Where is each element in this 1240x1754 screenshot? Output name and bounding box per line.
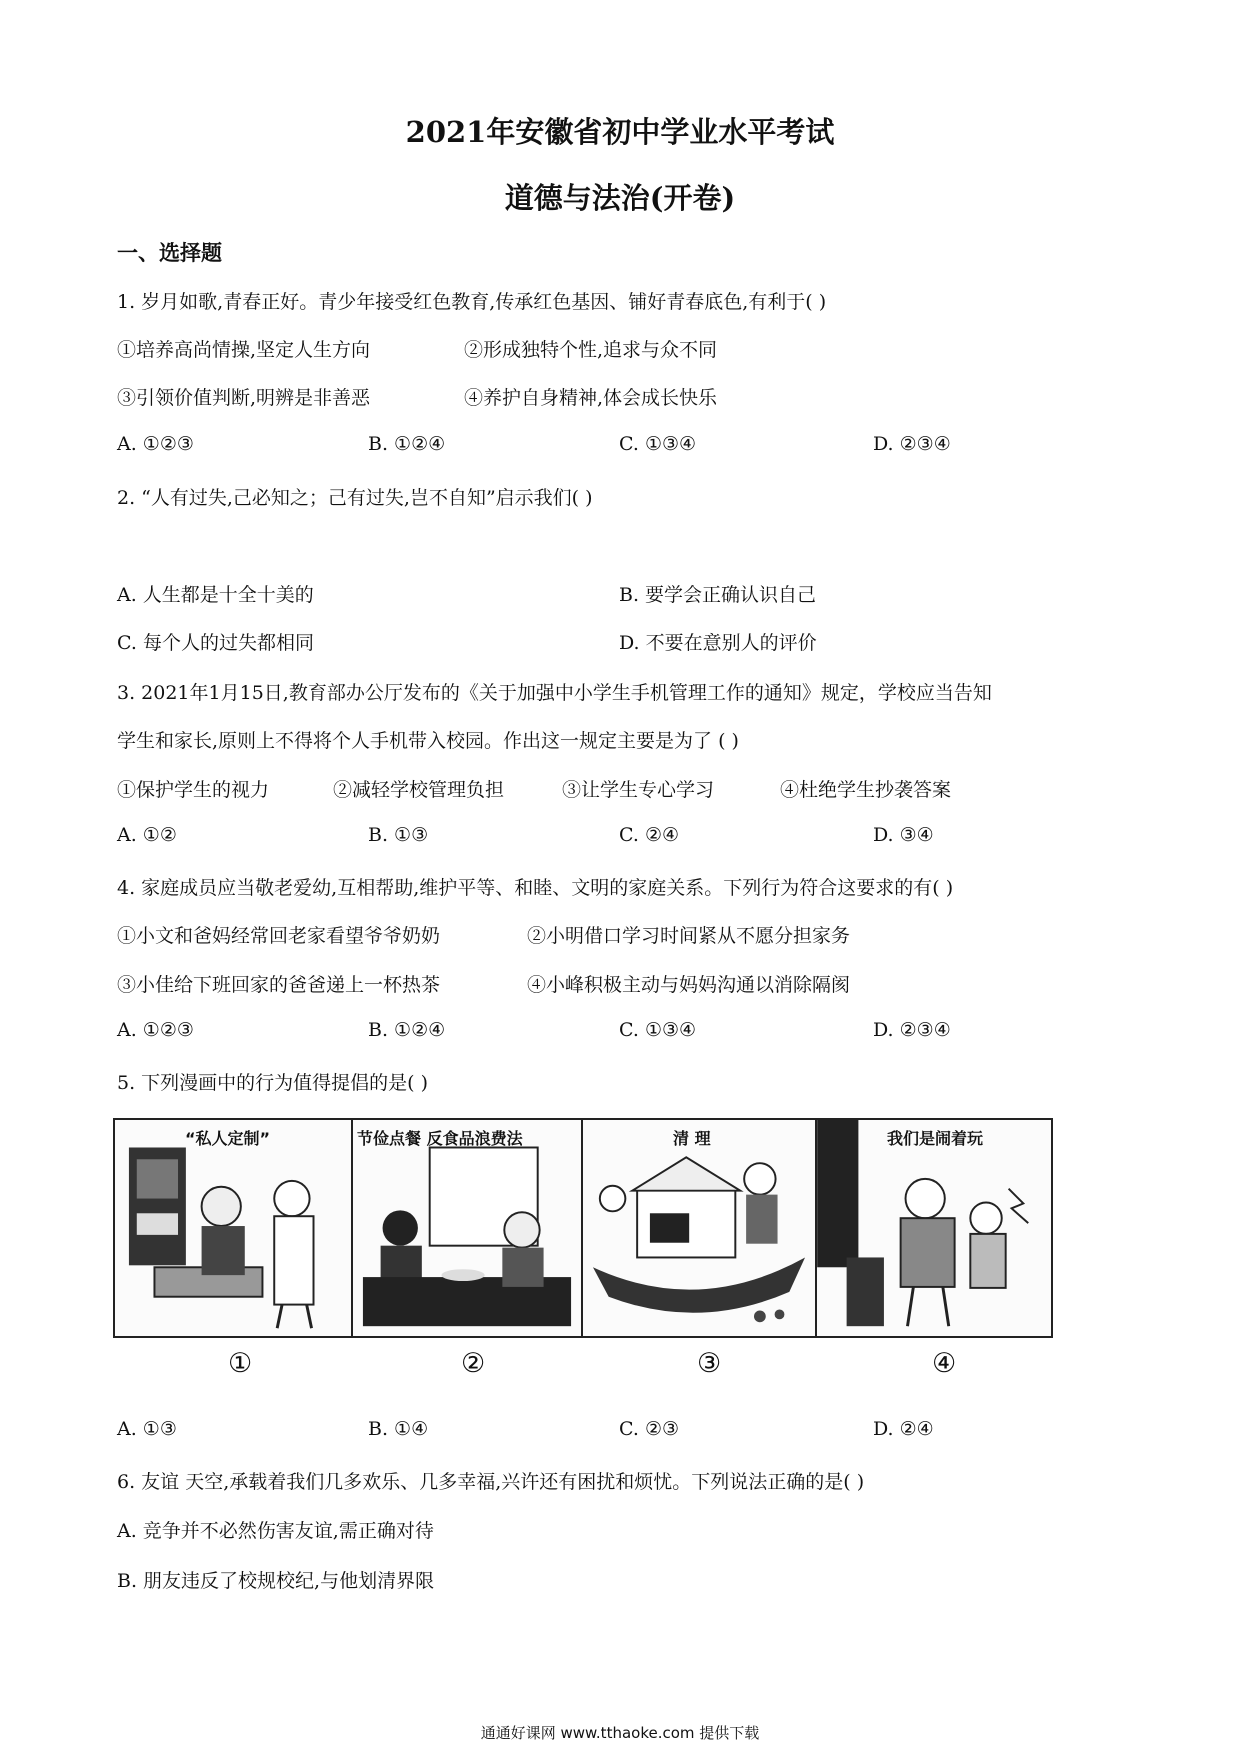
question-5-option-c: C. ②③ <box>619 1418 680 1440</box>
question-1-statement-3: ③引领价值判断,明辨是非善恶 <box>117 387 371 409</box>
question-6-option-a: A. 竞争并不必然伤害友谊,需正确对待 <box>117 1520 434 1542</box>
question-1-statement-4: ④养护自身精神,体会成长快乐 <box>464 387 718 409</box>
question-5-stem: 5. 下列漫画中的行为值得提倡的是( ) <box>117 1072 429 1094</box>
question-2-option-b: B. 要学会正确认识自己 <box>619 584 817 606</box>
cartoon-4-label: 我们是闹着玩 <box>887 1129 984 1148</box>
question-4-stem: 4. 家庭成员应当敬老爱幼,互相帮助,维护平等、和睦、文明的家庭关系。下列行为符合这要求的有( ) <box>117 877 954 899</box>
cartoon-4-number: ④ <box>932 1348 957 1379</box>
cartoon-panel-2 <box>351 1118 583 1338</box>
cartoon-3-number: ③ <box>697 1348 722 1379</box>
question-3-stem-line-1: 3. 2021年1月15日,教育部办公厅发布的《关于加强中小学生手机管理工作的通知》规定，学校应当告知 <box>117 682 992 704</box>
question-4-option-d: D. ②③④ <box>873 1019 951 1041</box>
question-2-option-a: A. 人生都是十全十美的 <box>117 584 314 606</box>
question-6-option-b: B. 朋友违反了校规校纪,与他划清界限 <box>117 1570 435 1592</box>
cartoon-panel-1 <box>113 1118 353 1338</box>
question-4-option-c: C. ①③④ <box>619 1019 697 1041</box>
question-2-stem: 2. “人有过失,己必知之；己有过失,岂不自知”启示我们( ) <box>117 487 593 509</box>
exam-subtitle: 道德与法治(开卷) <box>504 181 736 215</box>
question-5-option-a: A. ①③ <box>117 1418 177 1440</box>
cartoon-4-illustration <box>817 1120 1051 1336</box>
question-4-option-a: A. ①②③ <box>117 1019 194 1041</box>
question-3-option-c: C. ②④ <box>619 824 680 846</box>
cartoon-panel-4 <box>815 1118 1053 1338</box>
question-4-statement-4: ④小峰积极主动与妈妈沟通以消除隔阂 <box>527 974 851 996</box>
question-1-option-d: D. ②③④ <box>873 433 951 455</box>
section-title: 一、选择题 <box>117 240 222 265</box>
exam-title: 2021年安徽省初中学业水平考试 <box>405 115 835 149</box>
question-3-stem-line-2: 学生和家长,原则上不得将个人手机带入校园。作出这一规定主要是为了 ( ) <box>117 730 739 752</box>
cartoon-1-number: ① <box>228 1348 253 1379</box>
question-4-statement-1: ①小文和爸妈经常回老家看望爷爷奶奶 <box>117 925 441 947</box>
question-1-statement-2: ②形成独特个性,追求与众不同 <box>464 339 718 361</box>
question-6-stem: 6. 友谊 天空,承载着我们几多欢乐、几多幸福,兴许还有困扰和烦忧。下列说法正确的是( ) <box>117 1471 865 1493</box>
cartoon-2-label: 节俭点餐 反食品浪费法 <box>357 1129 523 1148</box>
question-2-option-d: D. 不要在意别人的评价 <box>619 632 817 654</box>
question-3-statement-4: ④杜绝学生抄袭答案 <box>780 779 952 801</box>
question-1-option-a: A. ①②③ <box>117 433 194 455</box>
cartoon-2-number: ② <box>461 1348 486 1379</box>
question-3-statement-1: ①保护学生的视力 <box>117 779 270 801</box>
question-3-option-b: B. ①③ <box>368 824 429 846</box>
question-5-option-d: D. ②④ <box>873 1418 934 1440</box>
question-4-statement-3: ③小佳给下班回家的爸爸递上一杯热茶 <box>117 974 441 996</box>
question-4-statement-2: ②小明借口学习时间紧从不愿分担家务 <box>527 925 851 947</box>
question-3-statement-2: ②减轻学校管理负担 <box>333 779 505 801</box>
cartoon-panel-3 <box>581 1118 817 1338</box>
cartoon-3-label: 清 理 <box>673 1129 711 1148</box>
question-3-option-a: A. ①② <box>117 824 177 846</box>
question-3-statement-3: ③让学生专心学习 <box>562 779 715 801</box>
question-1-option-b: B. ①②④ <box>368 433 446 455</box>
cartoon-strip <box>113 1118 1053 1338</box>
question-4-option-b: B. ①②④ <box>368 1019 446 1041</box>
question-1-statement-1: ①培养高尚情操,坚定人生方向 <box>117 339 371 361</box>
question-5-option-b: B. ①④ <box>368 1418 429 1440</box>
question-1-option-c: C. ①③④ <box>619 433 697 455</box>
question-3-option-d: D. ③④ <box>873 824 934 846</box>
cartoon-1-illustration <box>115 1120 351 1336</box>
cartoon-2-illustration <box>353 1120 581 1336</box>
question-1-stem: 1. 岁月如歌,青春正好。青少年接受红色教育,传承红色基因、铺好青春底色,有利于( ) <box>117 291 827 313</box>
cartoon-3-illustration <box>583 1120 815 1336</box>
question-2-option-c: C. 每个人的过失都相同 <box>117 632 314 654</box>
cartoon-1-label: “私人定制” <box>185 1129 271 1148</box>
footer-download-note: 通通好课网 www.tthaoke.com 提供下载 <box>480 1724 760 1742</box>
